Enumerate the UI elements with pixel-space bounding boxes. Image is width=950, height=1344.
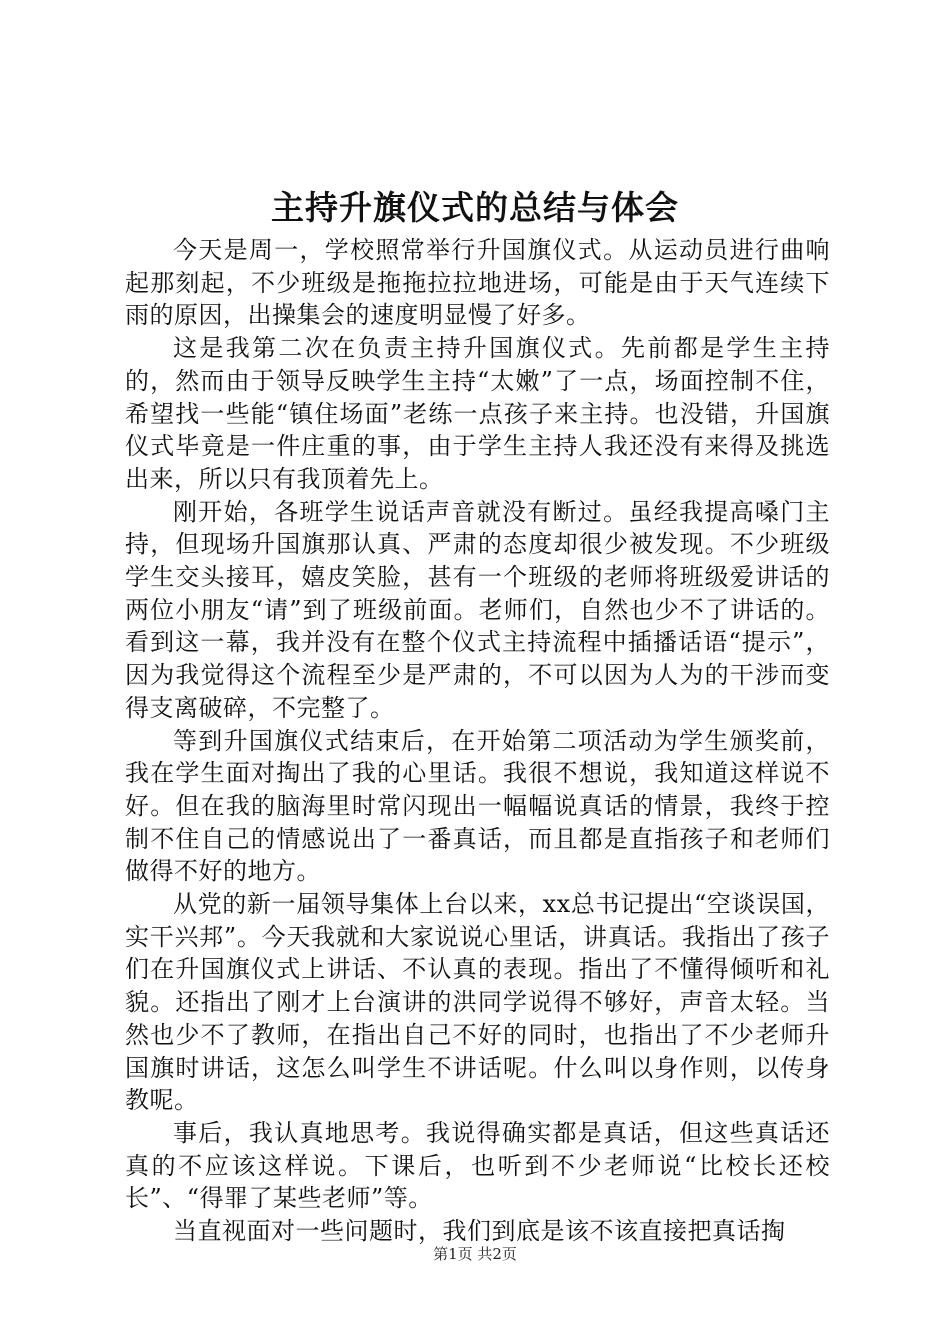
paragraph: 刚开始，各班学生说话声音就没有断过。虽经我提高嗓门主持，但现场升国旗那认真、严肃的态度却很少被发现。不少班级学生交头接耳，嬉皮笑脸，甚有一个班级的老师将班级爱讲话的两位小朋友“请”到了班级前面。老师们，自然也少不了讲话的。看到这一幕，我并没有在整个仪式主持流程中插播话语“提示”，因为我觉得这个流程至少是严肃的，不可以因为人为的干涉而变得支离破碎，不完整了。 (125, 497, 830, 722)
page-number-footer: 第1页 共2页 (433, 1245, 517, 1263)
paragraph: 当直视面对一些问题时，我们到底是该不该直接把真话掏 (173, 1217, 786, 1246)
paragraph: 等到升国旗仪式结束后，在开始第二项活动为学生颁奖前，我在学生面对掏出了我的心里话。我很不想说，我知道这样说不好。但在我的脑海里时常闪现出一幅幅说真话的情景，我终于控制不住自己的情感说出了一番真话，而且都是直指孩子和老师们做得不好的地方。 (125, 726, 830, 886)
document-body (125, 234, 830, 1248)
document-title: 主持升旗仪式的总结与体会 (271, 188, 679, 227)
paragraph: 今天是周一，学校照常举行升国旗仪式。从运动员进行曲响起那刻起，不少班级是拖拖拉拉地进场，可能是由于天气连续下雨的原因，出操集会的速度明显慢了好多。 (125, 236, 830, 330)
paragraph: 这是我第二次在负责主持升国旗仪式。先前都是学生主持的，然而由于领导反映学生主持“太嫩”了一点，场面控制不住，希望找一些能“镇住场面”老练一点孩子来主持。也没错，升国旗仪式毕竟是一件庄重的事，由于学生主持人我还没有来得及挑选出来，所以只有我顶着先上。 (125, 334, 830, 493)
paragraph: 从党的新一届领导集体上台以来，xx总书记提出“空谈误国，实干兴邦”。今天我就和大家说说心里话，讲真话。我指出了孩子们在升国旗仪式上讲话、不认真的表现。指出了不懂得倾听和礼貌。还指出了刚才上台演讲的洪同学说得不够好，声音太轻。当然也少不了教师，在指出自己不好的同时，也指出了不少老师升国旗时讲话，这怎么叫学生不讲话呢。什么叫以身作则，以传身教呢。 (125, 890, 830, 1115)
paragraph: 事后，我认真地思考。我说得确实都是真话，但这些真话还真的不应该这样说。下课后，也听到不少老师说“比校长还校长”、“得罪了某些老师”等。 (125, 1118, 830, 1213)
